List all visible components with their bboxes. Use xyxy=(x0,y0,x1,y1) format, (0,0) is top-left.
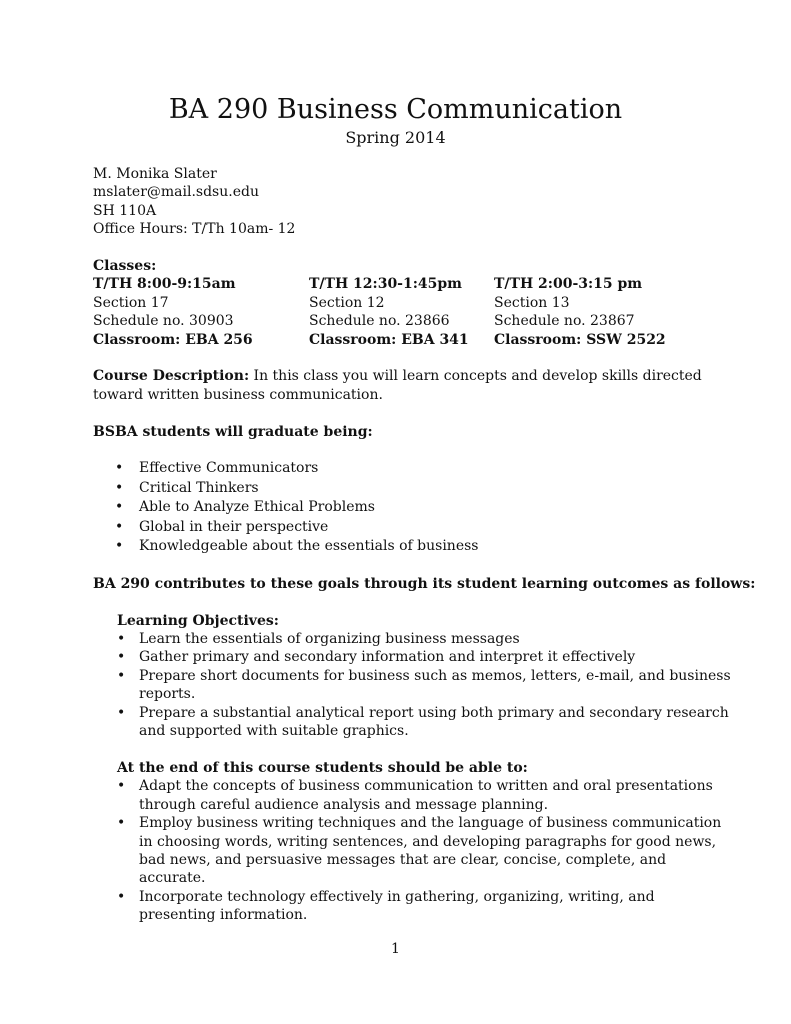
page-number: 1 xyxy=(391,941,400,957)
class-room: Classroom: EBA 256 xyxy=(93,331,253,348)
class-room: Classroom: SSW 2522 xyxy=(494,331,666,348)
instructor-email: mslater@mail.sdsu.edu xyxy=(93,184,259,201)
list-item: • Global in their perspective xyxy=(93,518,733,537)
bsba-heading: BSBA students will graduate being: xyxy=(93,423,373,440)
class-section-column xyxy=(494,275,694,349)
class-section: Section 13 xyxy=(494,294,570,311)
instructor-name: M. Monika Slater xyxy=(93,166,217,182)
objectives-list xyxy=(93,630,733,740)
course-description xyxy=(93,367,733,385)
list-item: • Gather primary and secondary information and interpret it effectively xyxy=(93,648,733,666)
contributes-heading: BA 290 contributes to these goals through its student learning outcomes as follows: xyxy=(93,575,756,592)
class-section-column xyxy=(309,275,494,349)
course-description-text: In this class you will learn concepts and develop skills directed xyxy=(249,368,702,385)
class-time: T/TH 12:30-1:45pm xyxy=(309,276,462,293)
office-hours: Office Hours: T/Th 10am- 12 xyxy=(93,221,296,238)
class-schedule: Schedule no. 23866 xyxy=(309,313,450,330)
document-title: BA 290 Business Communication xyxy=(168,94,623,125)
classes-table xyxy=(93,275,733,349)
outcomes-heading: At the end of this course students should be able to: xyxy=(117,759,528,776)
class-section: Section 12 xyxy=(309,294,385,311)
class-schedule: Schedule no. 30903 xyxy=(93,313,234,330)
class-time: T/TH 2:00-3:15 pm xyxy=(494,276,643,293)
class-section-column xyxy=(93,275,309,349)
class-section: Section 17 xyxy=(93,294,169,311)
list-item: • Able to Analyze Ethical Problems xyxy=(93,498,733,517)
list-item: • Adapt the concepts of business communication to written and oral presentations through careful audience analysis and message planning. xyxy=(93,777,733,814)
list-item: • Effective Communicators xyxy=(93,459,733,478)
document-body xyxy=(93,165,756,925)
bsba-list xyxy=(93,459,733,556)
list-item: • Employ business writing techniques and the language of business communication in choosing words, writing sentences, and developing paragraphs for good news, bad news, and persuasive messages that are clear, concise, complete, and accurate. xyxy=(93,814,733,888)
list-item: • Learn the essentials of organizing business messages xyxy=(93,630,733,648)
objectives-heading: Learning Objectives: xyxy=(117,612,279,629)
instructor-office: SH 110A xyxy=(93,202,157,219)
list-item: • Prepare a substantial analytical report using both primary and secondary research and supported with suitable graphics. xyxy=(93,704,733,741)
list-item: • Critical Thinkers xyxy=(93,479,733,498)
list-item: • Knowledgeable about the essentials of business xyxy=(93,537,733,556)
document-term: Spring 2014 xyxy=(345,128,446,147)
outcomes-section xyxy=(93,759,733,777)
class-room: Classroom: EBA 341 xyxy=(309,331,469,348)
classes-label: Classes: xyxy=(93,258,157,275)
class-time: T/TH 8:00-9:15am xyxy=(93,276,236,293)
list-item: • Incorporate technology effectively in gathering, organizing, writing, and presenting information. xyxy=(93,888,733,925)
list-item: • Prepare short documents for business such as memos, letters, e-mail, and business reports. xyxy=(93,667,733,704)
objectives-section xyxy=(93,612,733,630)
outcomes-list xyxy=(93,777,733,924)
class-schedule: Schedule no. 23867 xyxy=(494,313,635,330)
course-description-text-cont: toward written business communication. xyxy=(93,386,383,403)
course-description-label: Course Description: xyxy=(93,368,250,385)
